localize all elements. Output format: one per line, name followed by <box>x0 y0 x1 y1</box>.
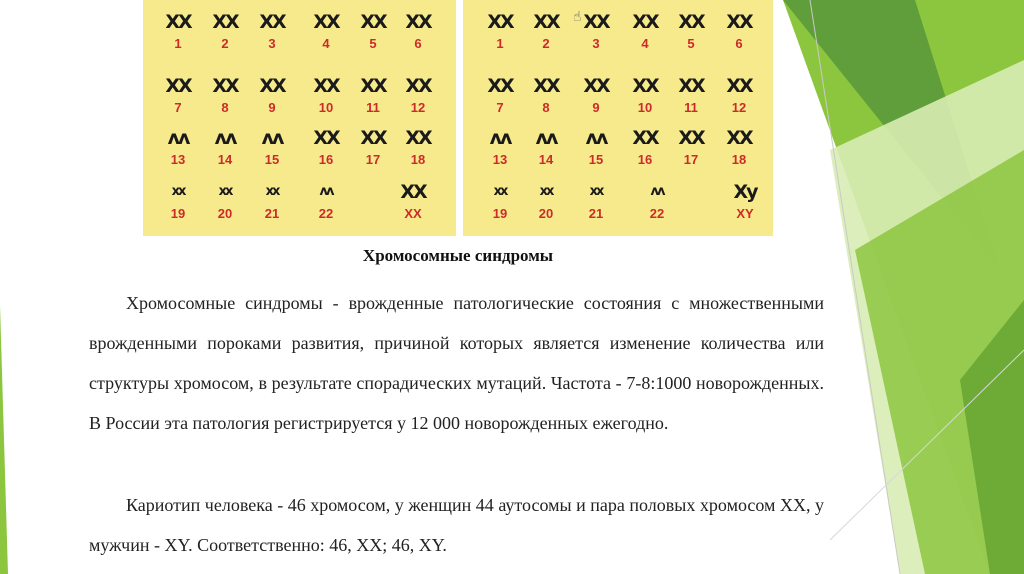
chromosome-label: 20 <box>217 206 233 221</box>
chromosome-label: 16 <box>637 152 653 167</box>
chromosome-pair <box>625 8 665 58</box>
chromosome-label: 9 <box>268 100 276 115</box>
paragraph-karyotype: Кариотип человека - 46 хромосом, у женщин 44 аутосомы и пара половых хромосом XX, у мужчин - XY. Соответственно: 46, XX; 46, XY. <box>89 495 824 555</box>
chromosome-pair <box>252 72 292 122</box>
chromosome-pair <box>526 124 566 174</box>
chromosome-pair <box>625 72 665 122</box>
chromosome-label: 19 <box>492 206 508 221</box>
chromosome-pair <box>576 8 616 58</box>
chromosome-glyph: XX <box>632 75 658 97</box>
chromosome-pair <box>480 8 520 58</box>
chromosome-pair <box>252 178 292 228</box>
chromosome-pair <box>205 8 245 58</box>
karyotype-row <box>463 124 773 174</box>
chromosome-glyph: XX <box>313 127 339 149</box>
chromosome-label: 5 <box>369 36 377 51</box>
chromosome-label: 7 <box>174 100 182 115</box>
karyotype-male <box>463 0 773 236</box>
chromosome-label: 19 <box>170 206 186 221</box>
chromosome-pair <box>306 72 346 122</box>
chromosome-glyph: XX <box>678 127 704 149</box>
chromosome-label: 8 <box>221 100 229 115</box>
chromosome-pair <box>576 178 616 228</box>
karyotype-row <box>143 8 456 58</box>
chromosome-label: 6 <box>414 36 422 51</box>
chromosome-glyph: ᴧᴧ <box>261 127 283 149</box>
chromosome-glyph: XX <box>632 11 658 33</box>
karyotype-row <box>463 72 773 122</box>
chromosome-glyph: XX <box>726 75 752 97</box>
chromosome-label: 6 <box>735 36 743 51</box>
chromosome-label: 4 <box>641 36 649 51</box>
chromosome-glyph: XX <box>313 75 339 97</box>
chromosome-label: 21 <box>588 206 604 221</box>
chromosome-glyph: XX <box>313 11 339 33</box>
chromosome-label: 1 <box>496 36 504 51</box>
chromosome-label: 22 <box>649 206 665 221</box>
chromosome-glyph: XX <box>726 11 752 33</box>
chromosome-glyph: XX <box>632 127 658 149</box>
chromosome-glyph: XX <box>678 75 704 97</box>
chromosome-glyph: XX <box>360 75 386 97</box>
chromosome-glyph: XX <box>360 11 386 33</box>
chromosome-glyph: XX <box>487 11 513 33</box>
chromosome-pair <box>306 8 346 58</box>
chromosome-label: 10 <box>637 100 653 115</box>
chromosome-glyph: XX <box>533 11 559 33</box>
chromosome-label: 3 <box>268 36 276 51</box>
chromosome-label: 15 <box>264 152 280 167</box>
chromosome-label: 7 <box>496 100 504 115</box>
left-green-wedge <box>0 305 8 574</box>
chromosome-glyph: XX <box>212 11 238 33</box>
chromosome-label: 15 <box>588 152 604 167</box>
chromosome-label: XX <box>404 206 422 221</box>
chromosome-pair <box>719 8 759 58</box>
chromosome-glyph: XX <box>360 127 386 149</box>
chromosome-label: 14 <box>538 152 554 167</box>
chromosome-pair <box>637 178 677 228</box>
chromosome-label: 16 <box>318 152 334 167</box>
chromosome-label: XY <box>736 206 754 221</box>
chromosome-pair <box>671 8 711 58</box>
chromosome-pair <box>725 178 765 228</box>
chromosome-pair <box>353 8 393 58</box>
chromosome-glyph: xx <box>171 184 185 199</box>
chromosome-glyph: XX <box>400 181 426 203</box>
chromosome-label: 18 <box>731 152 747 167</box>
chromosome-label: 2 <box>542 36 550 51</box>
chromosome-pair <box>526 178 566 228</box>
chromosome-pair <box>526 72 566 122</box>
chromosome-pair <box>353 124 393 174</box>
chromosome-pair <box>398 8 438 58</box>
chromosome-label: 4 <box>322 36 330 51</box>
chromosome-glyph: XX <box>405 75 431 97</box>
chromosome-label: 12 <box>731 100 747 115</box>
chromosome-label: 11 <box>366 100 380 115</box>
chromosome-glyph: ᴧᴧ <box>585 127 607 149</box>
chromosome-glyph: ᴧᴧ <box>535 127 557 149</box>
chromosome-label: 8 <box>542 100 550 115</box>
chromosome-glyph: XX <box>405 127 431 149</box>
chromosome-glyph: XX <box>533 75 559 97</box>
chromosome-pair <box>526 8 566 58</box>
chromosome-glyph: xx <box>218 184 232 199</box>
chromosome-pair <box>306 124 346 174</box>
chromosome-glyph: XX <box>259 75 285 97</box>
chromosome-label: 3 <box>592 36 600 51</box>
chromosome-pair <box>205 124 245 174</box>
chromosome-glyph: XX <box>678 11 704 33</box>
karyotype-row <box>143 72 456 122</box>
chromosome-pair <box>252 124 292 174</box>
hand-pointer-icon: ☝ <box>573 9 582 25</box>
chromosome-label: 11 <box>684 100 698 115</box>
chromosome-pair <box>719 124 759 174</box>
chromosome-glyph: ᴧᴧ <box>489 127 511 149</box>
chromosome-pair <box>205 72 245 122</box>
chromosome-pair <box>252 8 292 58</box>
karyotype-row <box>463 8 773 58</box>
chromosome-pair <box>719 72 759 122</box>
chromosome-glyph: ᴧᴧ <box>319 184 333 199</box>
chromosome-label: 20 <box>538 206 554 221</box>
chromosome-glyph: XX <box>405 11 431 33</box>
chromosome-label: 13 <box>170 152 186 167</box>
chromosome-glyph: XX <box>487 75 513 97</box>
chromosome-glyph: XX <box>212 75 238 97</box>
chromosome-pair <box>671 72 711 122</box>
chromosome-glyph: ᴧᴧ <box>214 127 236 149</box>
chromosome-pair <box>625 124 665 174</box>
chromosome-glyph: XX <box>726 127 752 149</box>
chromosome-pair <box>480 124 520 174</box>
chromosome-label: 18 <box>410 152 426 167</box>
chromosome-pair <box>480 72 520 122</box>
karyotype-row <box>143 178 456 228</box>
chromosome-glyph: ᴧᴧ <box>650 184 664 199</box>
chromosome-label: 12 <box>410 100 426 115</box>
chromosome-pair <box>158 8 198 58</box>
chromosome-glyph: XX <box>165 11 191 33</box>
chromosome-pair <box>576 124 616 174</box>
chromosome-pair <box>306 178 346 228</box>
chromosome-pair <box>480 178 520 228</box>
chromosome-glyph: XX <box>583 75 609 97</box>
karyotype-row <box>463 178 773 228</box>
chromosome-label: 10 <box>318 100 334 115</box>
chromosome-label: 17 <box>365 152 381 167</box>
chromosome-glyph: xx <box>265 184 279 199</box>
paragraph-definition: Хромосомные синдромы - врожденные патологические состояния с множественными врожденными пороками развития, причиной которых является изменение количества или структуры хромосом, в результате спорадических мутаций. Частота - 7-8:1000 новорожденных. В России эта патология регистрируется у 12 000 новорожденных ежегодно. <box>89 293 824 433</box>
chromosome-pair <box>671 124 711 174</box>
chromosome-glyph: xx <box>539 184 553 199</box>
karyotype-female <box>143 0 456 236</box>
chromosome-glyph: XX <box>259 11 285 33</box>
chromosome-label: 22 <box>318 206 334 221</box>
chromosome-pair <box>398 124 438 174</box>
chromosome-pair <box>158 178 198 228</box>
chromosome-glyph: XX <box>165 75 191 97</box>
chromosome-glyph: XX <box>583 11 609 33</box>
chromosome-pair <box>393 178 433 228</box>
chromosome-label: 13 <box>492 152 508 167</box>
chromosome-glyph: Xy <box>733 181 757 203</box>
chromosome-pair <box>353 72 393 122</box>
chromosome-label: 2 <box>221 36 229 51</box>
chromosome-pair <box>158 72 198 122</box>
chromosome-pair <box>158 124 198 174</box>
chromosome-label: 21 <box>264 206 280 221</box>
karyotype-row <box>143 124 456 174</box>
chromosome-label: 17 <box>683 152 699 167</box>
chromosome-label: 5 <box>687 36 695 51</box>
chromosome-glyph: ᴧᴧ <box>167 127 189 149</box>
chromosome-pair <box>398 72 438 122</box>
slide-title: Хромосомные синдромы <box>362 246 554 265</box>
chromosome-pair <box>576 72 616 122</box>
chromosome-glyph: xx <box>589 184 603 199</box>
chromosome-label: 14 <box>217 152 233 167</box>
chromosome-label: 9 <box>592 100 600 115</box>
chromosome-pair <box>205 178 245 228</box>
chromosome-label: 1 <box>174 36 182 51</box>
chromosome-glyph: xx <box>493 184 507 199</box>
